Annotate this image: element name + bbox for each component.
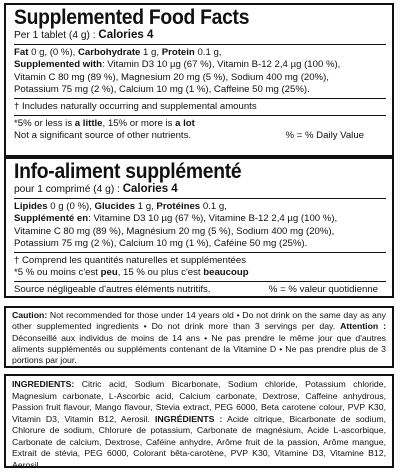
protein-label-en: Protein xyxy=(161,47,195,59)
supplemented-line1-fr xyxy=(14,213,386,225)
daily-value-fr: % = % valeur quotidienne xyxy=(268,284,378,296)
serving-size-en xyxy=(14,29,386,42)
fat-value-fr: 0 g (0 %), xyxy=(50,201,92,213)
nutrition-facts-fr xyxy=(4,157,394,298)
divider xyxy=(14,252,386,253)
serving-text-en: Per 1 tablet (4 g) : xyxy=(14,30,96,41)
supplemented-label-fr: Supplémenté en xyxy=(14,213,89,225)
calories-fr: Calories 4 xyxy=(122,183,178,195)
supplemented-line2-fr: Vitamine C 80 mg (89 %), Magnésium 20 mg (5 %), Sodium 400 mg (20%), xyxy=(14,225,335,237)
divider xyxy=(14,198,386,199)
ingredients-text-fr: Acide citrique, Bicarbonate de sodium, Chlorure de sodium, Chlorure de potassium, Carbonate de magnésium, Acide L-ascorbique, Carbonate de calcium, Dextrose, Caféine anhydre, Arôme fruit de la passion, Arôme mangue, Extrait de stévia, PEG 6000, Colorant bêta-carotène, PVP K30, Vitamine D3, Vitamine B12, Aerosil. xyxy=(12,413,386,470)
dv-note-peu-fr: peu xyxy=(100,267,118,279)
facts-title-en: Supplemented Food Facts xyxy=(14,6,250,29)
dv-note-lot-en: a lot xyxy=(175,118,195,130)
carb-label-fr: Glucides xyxy=(94,201,136,213)
protein-value-en: 0.1 g, xyxy=(197,47,222,59)
nutrition-facts-en xyxy=(4,3,394,157)
dv-note-beaucoup-fr: beaucoup xyxy=(203,267,249,279)
supplemented-line3-en: Potassium 75 mg (2 %), Calcium 10 mg (1 %), Caffeine 50 mg (25%). xyxy=(14,83,310,95)
supplemented-text1-en: : Vitamin D3 10 µg (67 %), Vitamin B-12 2,4 µg (100 %), xyxy=(101,59,341,71)
not-significant-fr: Source négligeable d'autres éléments nutritifs. xyxy=(14,284,211,296)
macros-en xyxy=(14,47,386,59)
carb-value-en: 1 g, xyxy=(143,47,160,59)
carb-value-fr: 1 g, xyxy=(137,201,154,213)
supplemented-line1-en xyxy=(14,59,386,71)
divider xyxy=(14,115,386,116)
ingredients-box xyxy=(4,374,394,468)
not-significant-row-fr xyxy=(14,284,386,296)
dv-note-little-en: a little xyxy=(74,118,103,130)
footnote-en: † Includes naturally occurring and supplemental amounts xyxy=(14,101,257,113)
divider xyxy=(14,44,386,45)
carb-label-en: Carbohydrate xyxy=(78,47,141,59)
calories-en: Calories 4 xyxy=(98,29,154,41)
protein-value-fr: 0.1 g, xyxy=(202,201,227,213)
dv-note-en xyxy=(14,118,386,130)
daily-value-en: % = % Daily Value xyxy=(285,130,364,142)
serving-size-fr xyxy=(14,183,386,196)
divider xyxy=(14,98,386,99)
dv-note-mid-en: , 15% or more is xyxy=(102,118,173,130)
fat-label-fr: Lipides xyxy=(14,201,48,213)
dv-note-pre-en: *5% or less is xyxy=(14,118,73,130)
ingredients-label-en: INGREDIENTS: xyxy=(12,379,75,389)
serving-text-fr: pour 1 comprimé (4 g) : xyxy=(14,184,120,195)
footnote-fr: † Comprend les quantités naturelles et supplémentées xyxy=(14,255,246,267)
ingredients-label-fr: INGRÉDIENTS : xyxy=(155,413,223,424)
caution-label: Caution: xyxy=(12,310,48,320)
dv-note-pre-fr: *5 % ou moins c'est xyxy=(14,267,98,279)
macros-fr xyxy=(14,201,386,213)
supplemented-text1-fr: : Vitamine D3 10 µg (67 %), Vitamine B-12 2,4 µg (100 %), xyxy=(88,213,338,225)
not-significant-en: Not a significant source of other nutrients. xyxy=(14,130,192,142)
supplemented-line2-en: Vitamin C 80 mg (89 %), Magnesium 20 mg (5 %), Sodium 400 mg (20%), xyxy=(14,71,329,83)
caution-text-en: Not recommended for those under 14 years old • Do not drink on the same day as any other supplemented ingredients • Do not drink more than 3 servings per day. xyxy=(12,310,386,332)
not-significant-row-en xyxy=(14,130,386,142)
dv-note-fr xyxy=(14,267,386,279)
ingredients-text-en: Citric acid, Sodium Bicarbonate, Sodium chloride, Potassium chloride, Magnesium carbonate, L-Ascorbic acid, Calcium carbonate, Dextrose, Caffeine anhydrous, Passion fruit flavour, Mango flavour, Stevia extract, PEG 6000, Beta carotene colour, PVP K30, Vitamin D3, Vitamin B12, Aerosil. xyxy=(12,379,386,424)
caution-box xyxy=(4,306,394,368)
fat-label-en: Fat xyxy=(14,47,29,59)
divider xyxy=(14,281,386,282)
attention-label: Attention : xyxy=(340,321,386,332)
supplemented-line3-fr: Potassium 75 mg (2 %), Calcium 10 mg (1 %), Caféine 50 mg (25%). xyxy=(14,237,308,249)
supplemented-label-en: Supplemented with xyxy=(14,59,102,71)
protein-label-fr: Protéines xyxy=(156,201,201,213)
caution-text-fr: Déconseillé aux individus de moins de 14 ans • Ne pas prendre le même jour que d'autres aliments supplémentés ou suppléments contenant de la Vitamine D • Ne pas prendre plus de 3 portions par jour. xyxy=(12,332,386,366)
facts-title-fr: Info-aliment supplémenté xyxy=(14,160,242,183)
fat-value-en: 0 g, (0 %), xyxy=(31,47,76,59)
dv-note-mid-fr: , 15 % ou plus c'est xyxy=(117,267,201,279)
